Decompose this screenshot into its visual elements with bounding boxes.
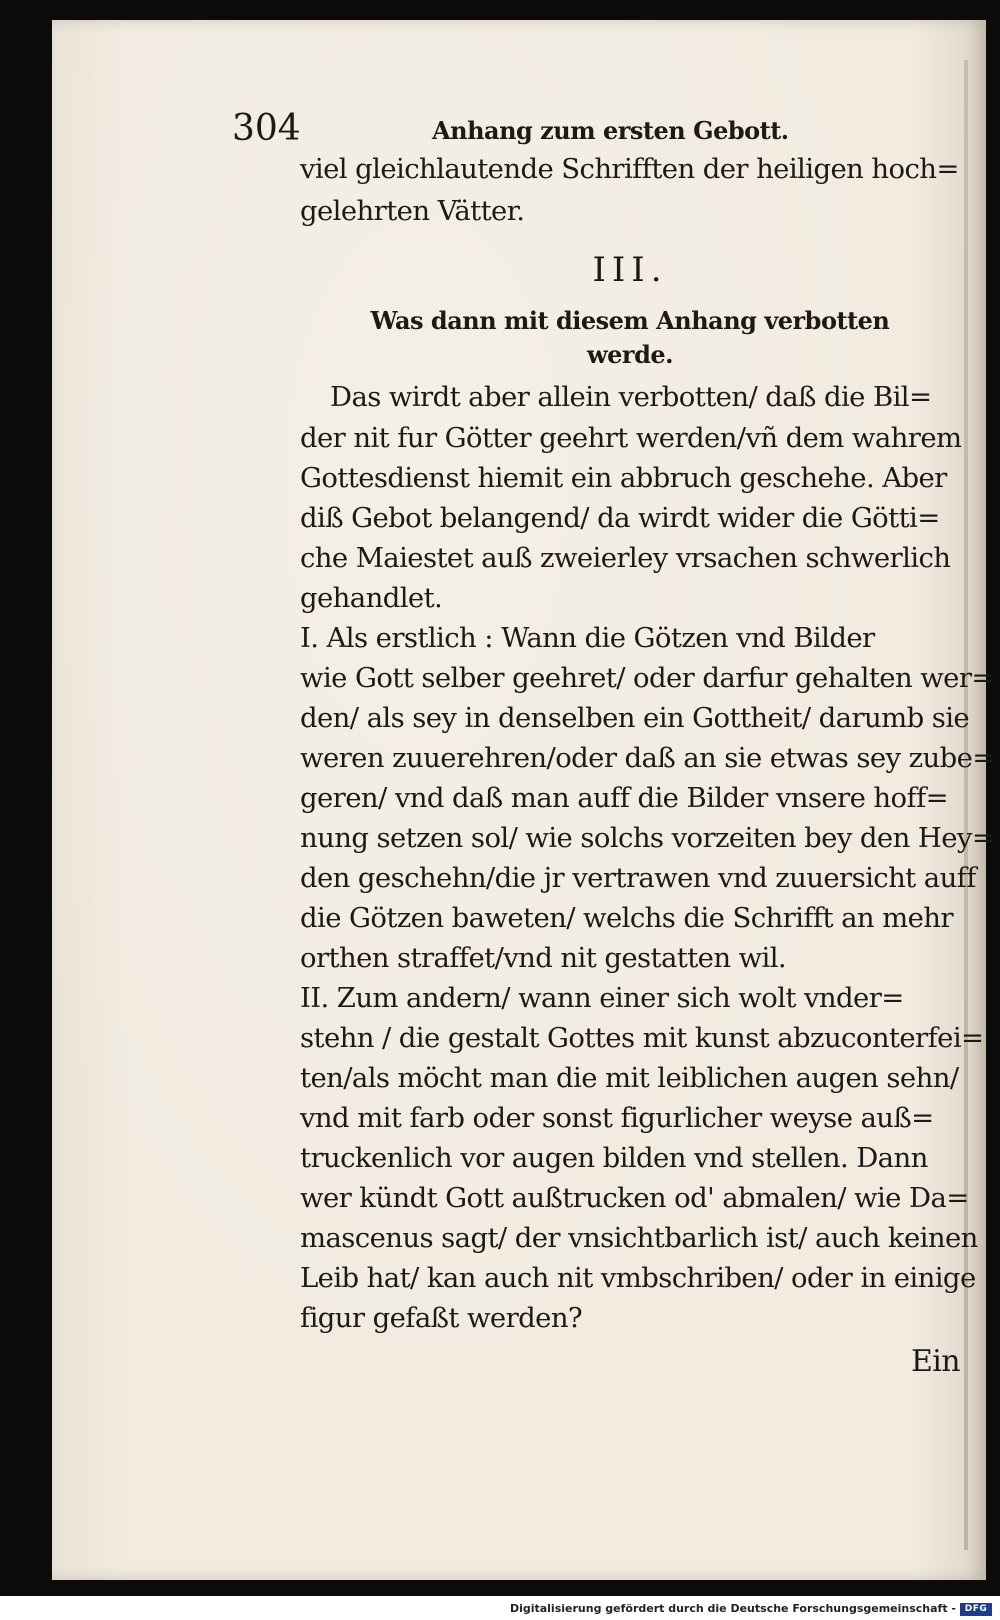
text-line: den/ als sey in denselben ein Gottheit/ darumb sie bbox=[300, 702, 970, 734]
text-line: che Maiestet auß zweierley vrsachen schwerlich bbox=[300, 542, 951, 574]
text-line: weren zuuerehren/oder daß an sie etwas sey zube= bbox=[300, 742, 995, 774]
page-header bbox=[232, 108, 972, 154]
text-line: gehandlet. bbox=[300, 582, 443, 614]
footer-credit: Digitalisierung gefördert durch die Deutsche Forschungsgemeinschaft - bbox=[509, 1602, 956, 1615]
running-head: Anhang zum ersten Gebott. bbox=[432, 116, 789, 145]
text-line: den geschehn/die jr vertrawen vnd zuuersicht auff bbox=[300, 862, 976, 894]
text-line: Gottesdienst hiemit ein abbruch geschehe. Aber bbox=[300, 462, 947, 494]
footer-bar bbox=[0, 1600, 1000, 1620]
dfg-logo: DFG bbox=[960, 1603, 992, 1616]
text-line: truckenlich vor augen bilden vnd stellen. Dann bbox=[300, 1142, 928, 1174]
text-line: viel gleichlautende Schrifften der heiligen hoch= bbox=[300, 153, 959, 185]
text-line: orthen straffet/vnd nit gestatten wil. bbox=[300, 942, 787, 974]
text-line: figur gefaßt werden? bbox=[300, 1302, 583, 1334]
text-line: Das wirdt aber allein verbotten/ daß die Bil= bbox=[330, 381, 932, 413]
text-line: nung setzen sol/ wie solchs vorzeiten bey den Hey= bbox=[300, 822, 995, 854]
text-line: der nit fur Götter geehrt werden/vñ dem wahrem bbox=[300, 422, 962, 454]
text-line: die Götzen baweten/ welchs die Schrifft an mehr bbox=[300, 902, 953, 934]
text-line: gelehrten Vätter. bbox=[300, 195, 525, 227]
text-line: Leib hat/ kan auch nit vmbschriben/ oder in einige bbox=[300, 1262, 976, 1294]
section-number: III. bbox=[592, 250, 668, 290]
text-line: mascenus sagt/ der vnsichtbarlich ist/ auch keinen bbox=[300, 1222, 978, 1254]
text-line: stehn / die gestalt Gottes mit kunst abzuconterfei= bbox=[300, 1022, 984, 1054]
text-line: I. Als erstlich : Wann die Götzen vnd Bilder bbox=[300, 622, 875, 654]
text-line: geren/ vnd daß man auff die Bilder vnsere hoff= bbox=[300, 782, 949, 814]
text-line: vnd mit farb oder sonst figurlicher weyse auß= bbox=[300, 1102, 934, 1134]
catchword: Ein bbox=[910, 1344, 960, 1379]
section-title-line: Was dann mit diesem Anhang verbotten bbox=[370, 306, 890, 335]
text-line: ten/als möcht man die mit leiblichen augen sehn/ bbox=[300, 1062, 959, 1094]
text-line: wer kündt Gott außtrucken od' abmalen/ wie Da= bbox=[300, 1182, 969, 1214]
text-line: diß Gebot belangend/ da wirdt wider die Götti= bbox=[300, 502, 940, 534]
text-line: wie Gott selber geehret/ oder darfur gehalten wer= bbox=[300, 662, 994, 694]
page-number: 304 bbox=[232, 108, 301, 149]
text-line: II. Zum andern/ wann einer sich wolt vnder= bbox=[300, 982, 904, 1014]
section-title-line: werde. bbox=[587, 340, 673, 369]
page-edge bbox=[964, 60, 968, 1550]
